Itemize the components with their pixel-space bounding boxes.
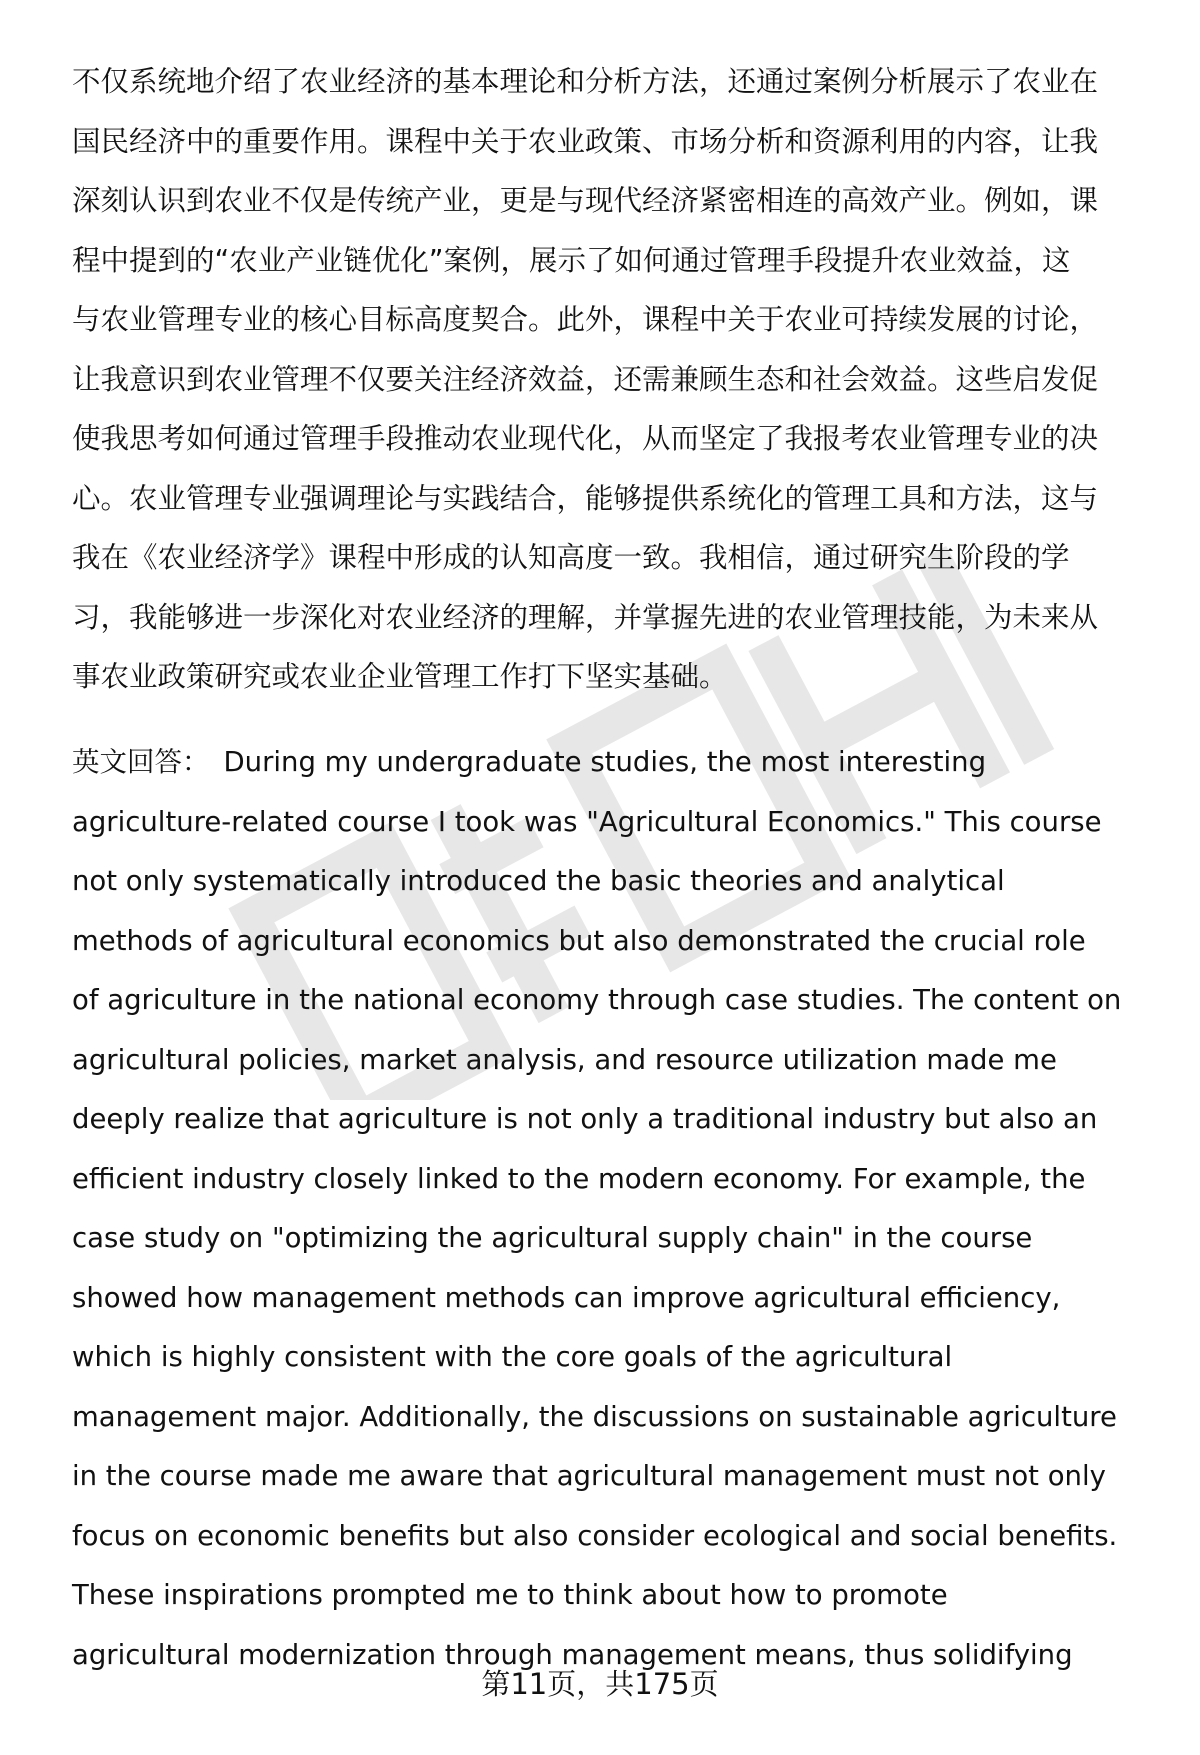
paragraph-line: 程中提到的“农业产业链优化”案例，展示了如何通过管理手段提升农业效益，这 [72, 243, 1071, 277]
chinese-answer-paragraph [72, 52, 1150, 707]
paragraph-line: 国民经济中的重要作用。课程中关于农业政策、市场分析和资源利用的内容，让我 [72, 124, 1099, 158]
paragraph-line: focus on economic benefits but also consider ecological and social benefits. [72, 1519, 1118, 1552]
paragraph-line: agriculture-related course I took was "Agricultural Economics." This course [72, 805, 1102, 838]
paragraph-line: 我在《农业经济学》课程中形成的认知高度一致。我相信，通过研究生阶段的学 [72, 541, 1070, 574]
paragraph-line-text: During my undergraduate studies, the most interesting [223, 746, 987, 778]
paragraph-line: 习，我能够进一步深化对农业经济的理解，并掌握先进的农业管理技能，为未来从 [72, 600, 1099, 634]
paragraph-line: management major. Additionally, the discussions on sustainable agriculture [72, 1400, 1117, 1433]
paragraph-line: efficient industry closely linked to the modern economy. For example, the [72, 1162, 1086, 1195]
paragraph-line: 深刻认识到农业不仅是传统产业，更是与现代经济紧密相连的高效产业。例如，课 [72, 184, 1099, 217]
paragraph-line: 不仅系统地介绍了农业经济的基本理论和分析方法，还通过案例分析展示了农业在 [72, 65, 1099, 98]
paragraph-line: 心。农业管理专业强调理论与实践结合，能够提供系统化的管理工具和方法，这与 [72, 481, 1099, 515]
paragraph-line: which is highly consistent with the core goals of the agricultural [72, 1341, 953, 1373]
paragraph-line: in the course made me aware that agricultural management must not only [72, 1460, 1106, 1492]
paragraph-line: 让我意识到农业管理不仅要关注经济效益，还需兼顾生态和社会效益。这些启发促 [72, 362, 1099, 396]
paragraph-line: case study on "optimizing the agricultural supply chain" in the course [72, 1222, 1033, 1254]
english-answer-label: 英文回答： [72, 746, 210, 778]
paragraph-line: 使我思考如何通过管理手段推动农业现代化，从而坚定了我报考农业管理专业的决 [72, 422, 1099, 455]
paragraph-line: agricultural policies, market analysis, and resource utilization made me [72, 1043, 1057, 1076]
paragraph-line: agricultural modernization through management means, thus solidifying [72, 1638, 1073, 1671]
page-number-footer: 第11页，共175页 [481, 1667, 719, 1701]
paragraph-first-line [72, 733, 1150, 793]
paragraph-line: 与农业管理专业的核心目标高度契合。此外，课程中关于农业可持续发展的讨论， [72, 303, 1099, 336]
paragraph-line: not only systematically introduced the basic theories and analytical [72, 865, 1005, 897]
english-answer-paragraph [72, 733, 1150, 1685]
paragraph-line: deeply realize that agriculture is not only a traditional industry but also an [72, 1103, 1098, 1135]
paragraph-line: of agriculture in the national economy through case studies. The content on [72, 984, 1122, 1016]
paragraph-line: showed how management methods can improve agricultural efficiency, [72, 1281, 1061, 1314]
paragraph-line: methods of agricultural economics but also demonstrated the crucial role [72, 924, 1086, 957]
paragraph-line: These inspirations prompted me to think about how to promote [72, 1579, 948, 1611]
paragraph-line: 事农业政策研究或农业企业管理工作打下坚实基础。 [72, 660, 728, 693]
